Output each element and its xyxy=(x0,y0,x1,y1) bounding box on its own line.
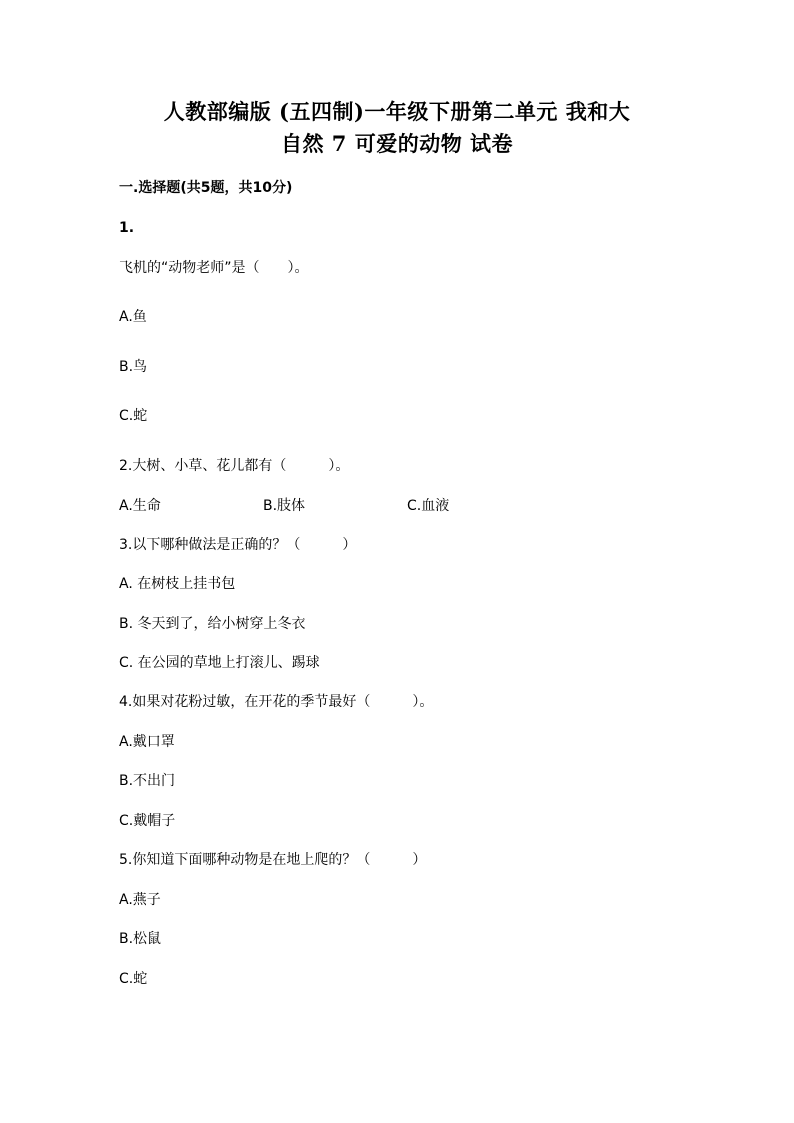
question-4-stem: 4.如果对花粉过敏，在开花的季节最好（ ）。 xyxy=(119,694,434,710)
question-4-option-c: C.戴帽子 xyxy=(119,813,176,829)
question-3-option-a: A. 在树枝上挂书包 xyxy=(119,576,236,592)
question-2-option-a: A.生命 xyxy=(119,498,161,514)
exam-title-line-2: 自然 7 可爱的动物 试卷 xyxy=(280,131,514,156)
question-3-option-b: B. 冬天到了，给小树穿上冬衣 xyxy=(119,616,306,632)
question-3-option-c: C. 在公园的草地上打滚儿、踢球 xyxy=(119,655,320,671)
question-5-option-a: A.燕子 xyxy=(119,892,161,908)
question-2-option-b: B.肢体 xyxy=(263,498,306,514)
question-5-option-b: B.松鼠 xyxy=(119,931,162,947)
question-5-option-c: C.蛇 xyxy=(119,971,148,987)
question-4-option-a: A.戴口罩 xyxy=(119,734,175,750)
question-2-stem: 2.大树、小草、花儿都有（ ）。 xyxy=(119,458,350,474)
question-1-number: 1. xyxy=(119,220,135,236)
question-1-stem: 飞机的“动物老师”是（ ）。 xyxy=(119,260,309,276)
question-5-stem: 5.你知道下面哪种动物是在地上爬的？（ ） xyxy=(119,852,427,868)
question-1-option-a: A.鱼 xyxy=(119,309,147,325)
section-heading: 一.选择题(共5题，共10分) xyxy=(119,180,293,196)
question-2-option-c: C.血液 xyxy=(407,498,450,514)
question-3-stem: 3.以下哪种做法是正确的？（ ） xyxy=(119,537,357,553)
question-4-option-b: B.不出门 xyxy=(119,773,176,789)
question-1-option-c: C.蛇 xyxy=(119,408,148,424)
exam-title-line-1: 人教部编版 (五四制)一年级下册第二单元 我和大 xyxy=(163,99,631,124)
question-1-option-b: B.鸟 xyxy=(119,359,148,375)
